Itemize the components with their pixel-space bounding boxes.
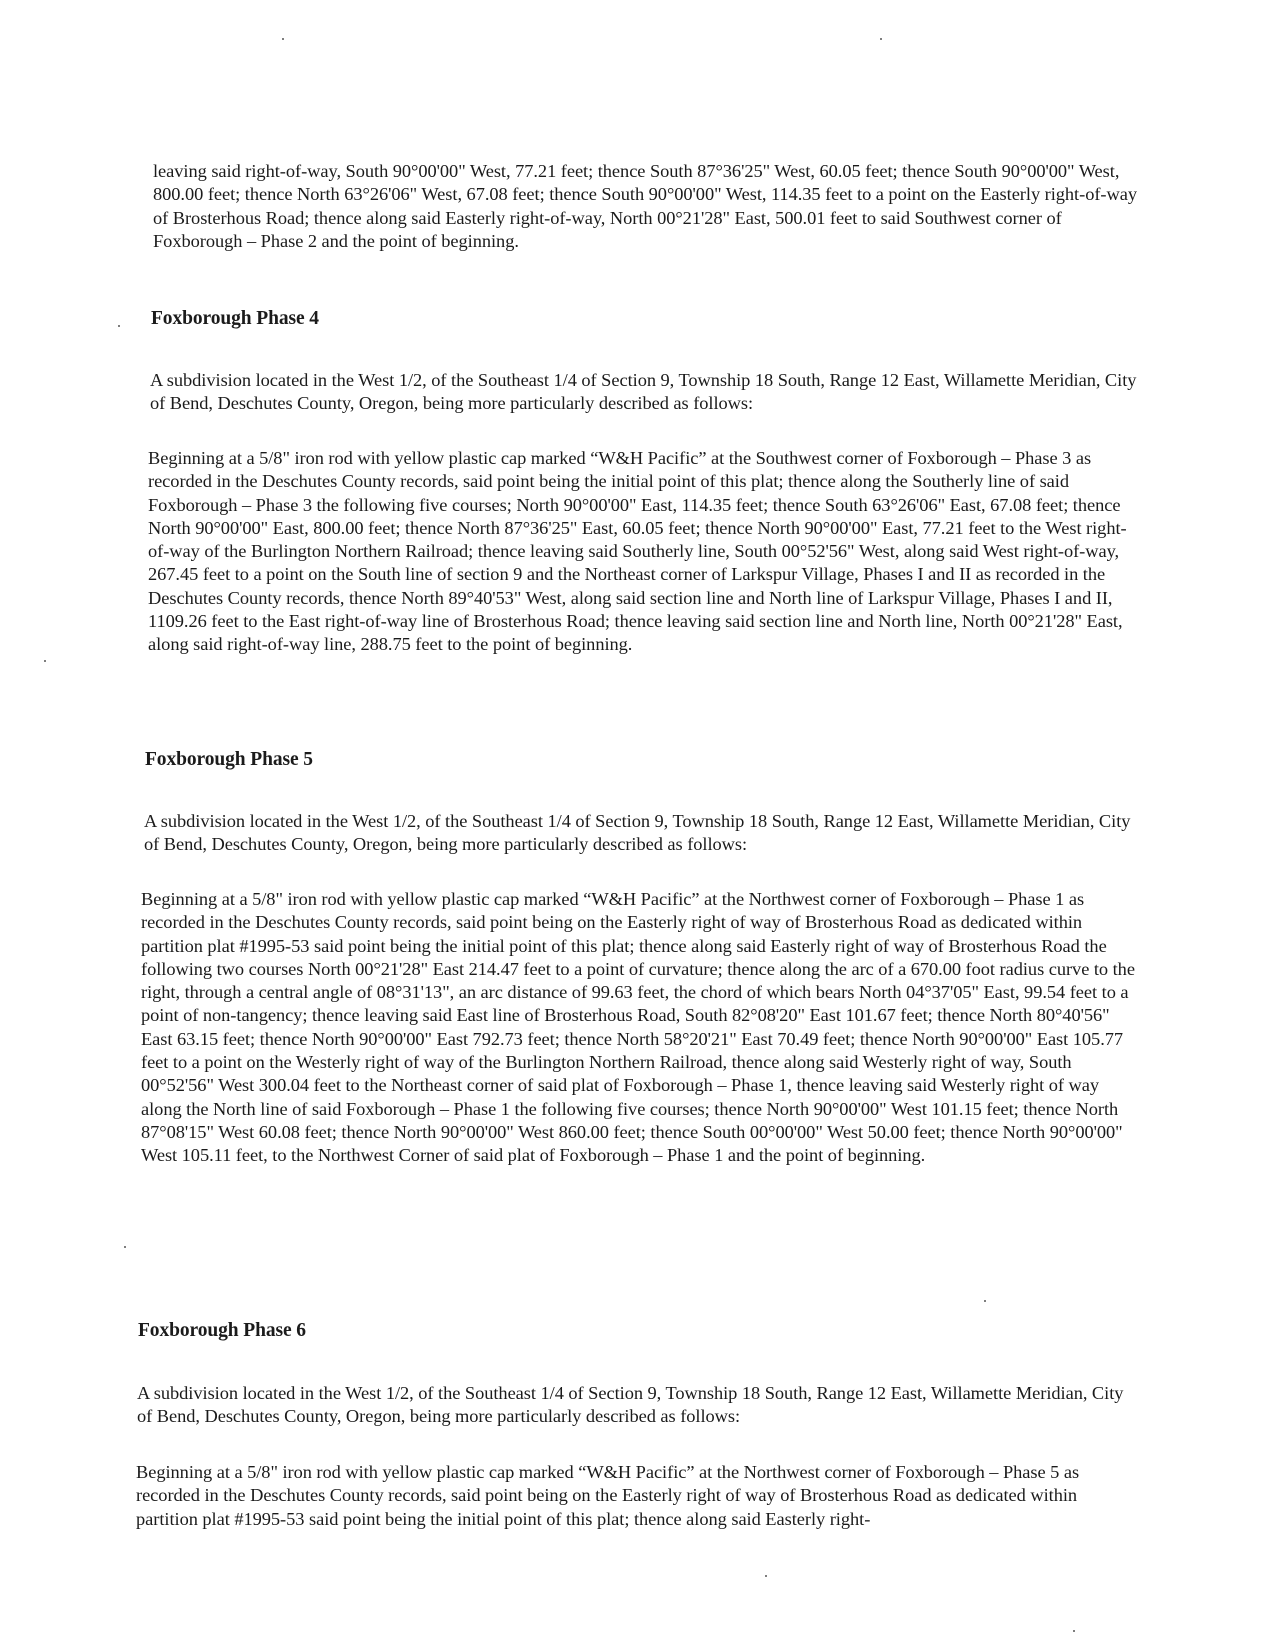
phase6-intro-paragraph: A subdivision located in the West 1/2, of the Southeast 1/4 of Section 9, Township 18 South, Range 12 East, Willamette Meridian, City of Bend, Deschutes County, Oregon, being more particularly described as follows: xyxy=(137,1383,1124,1427)
phase4-intro-paragraph: A subdivision located in the West 1/2, of the Southeast 1/4 of Section 9, Township 18 South, Range 12 East, Willamette Meridian, City of Bend, Deschutes County, Oregon, being more particularly described as follows: xyxy=(150,370,1137,414)
scan-speck xyxy=(880,38,882,40)
scan-speck xyxy=(282,38,284,40)
scan-speck xyxy=(44,660,46,662)
scan-speck xyxy=(124,1246,126,1248)
phase6-description-paragraph: Beginning at a 5/8" iron rod with yellow plastic cap marked “W&H Pacific” at the Northwest corner of Foxborough – Phase 5 as recorded in the Deschutes County records, said point being on the Easterly right of way of Brosterhous Road as dedicated within partition plat #1995-53 said point being the initial point of this plat; thence along said Easterly right- xyxy=(136,1462,1080,1529)
phase4-heading: Foxborough Phase 4 xyxy=(151,308,319,329)
continuation-paragraph: leaving said right-of-way, South 90°00'00" West, 77.21 feet; thence South 87°36'25" West, 60.05 feet; thence South 90°00'00" West, 800.00 feet; thence North 63°26'06" West, 67.08 feet; thence South 90°00'00" West, 114.35 feet to a point on the Easterly right-of-way of Brosterhous Road; thence along said Easterly right-of-way, North 00°21'28" East, 500.01 feet to said Southwest corner of Foxborough – Phase 2 and the point of beginning. xyxy=(153,161,1137,251)
scan-speck xyxy=(118,325,120,327)
phase5-description-paragraph: Beginning at a 5/8" iron rod with yellow plastic cap marked “W&H Pacific” at the Northwest corner of Foxborough – Phase 1 as recorded in the Deschutes County records, said point being on the Easterly right of way of Brosterhous Road as dedicated within partition plat #1995-53 said point being the initial point of this plat; thence along said Easterly right of way of Brosterhous Road the following two courses North 00°21'28" East 214.47 feet to a point of curvature; thence along the arc of a 670.00 foot radius curve to the right, through a central angle of 08°31'13", an arc distance of 99.63 feet, the chord of which bears North 04°37'05" East, 99.54 feet to a point of non-tangency; thence leaving said East line of Brosterhous Road, South 82°08'20" East 101.67 feet; thence North 80°40'56" East 63.15 feet; thence North 90°00'00" East 792.73 feet; thence North 58°20'21" East 70.49 feet; thence North 90°00'00" East 105.77 feet to a point on the Westerly right of way of the Burlington Northern Railroad, thence along said Westerly right of way, South 00°52'56" West 300.04 feet to the Northeast corner of said plat of Foxborough – Phase 1, thence leaving said Westerly right of way along the North line of said Foxborough – Phase 1 the following five courses; thence North 90°00'00" West 101.15 feet; thence North 87°08'15" West 60.08 feet; thence North 90°00'00" West 860.00 feet; thence South 00°00'00" West 50.00 feet; thence North 90°00'00" West 105.11 feet, to the Northwest Corner of said plat of Foxborough – Phase 1 and the point of beginning. xyxy=(141,889,1135,1166)
phase6-heading: Foxborough Phase 6 xyxy=(138,1320,306,1341)
scan-speck xyxy=(765,1575,767,1577)
phase5-intro-paragraph: A subdivision located in the West 1/2, of the Southeast 1/4 of Section 9, Township 18 South, Range 12 East, Willamette Meridian, City of Bend, Deschutes County, Oregon, being more particularly described as follows: xyxy=(144,811,1131,855)
scan-speck xyxy=(1073,1630,1075,1632)
phase4-description-paragraph: Beginning at a 5/8" iron rod with yellow plastic cap marked “W&H Pacific” at the Southwest corner of Foxborough – Phase 3 as recorded in the Deschutes County records, said point being the initial point of this plat; thence along the Southerly line of said Foxborough – Phase 3 the following five courses; North 90°00'00" East, 114.35 feet; thence South 63°26'06" East, 67.08 feet; thence North 90°00'00" East, 800.00 feet; thence North 87°36'25" East, 60.05 feet; thence North 90°00'00" East, 77.21 feet to the West right-of-way of the Burlington Northern Railroad; thence leaving said Southerly line, South 00°52'56" West, along said West right-of-way, 267.45 feet to a point on the South line of section 9 and the Northeast corner of Larkspur Village, Phases I and II as recorded in the Deschutes County records, thence North 89°40'53" West, along said section line and North line of Larkspur Village, Phases I and II, 1109.26 feet to the East right-of-way line of Brosterhous Road; thence leaving said section line and North line, North 00°21'28" East, along said right-of-way line, 288.75 feet to the point of beginning. xyxy=(148,448,1127,655)
scan-speck xyxy=(984,1300,986,1302)
phase5-heading: Foxborough Phase 5 xyxy=(145,749,313,770)
